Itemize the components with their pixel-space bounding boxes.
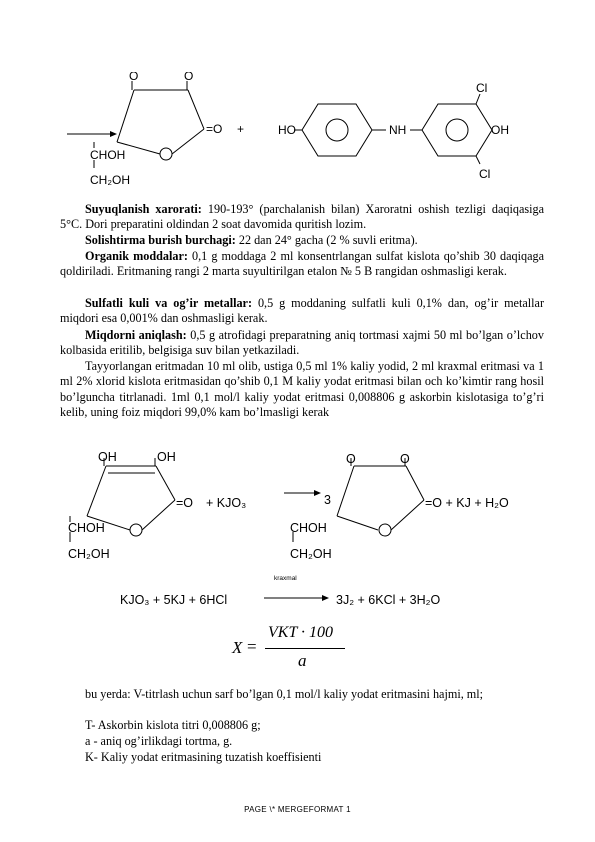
definition-t: T- Askorbin kislota titri 0,008806 g; <box>85 718 261 732</box>
formula-lhs: X <box>232 638 243 657</box>
formula-numerator: VKT · 100 <box>268 624 334 641</box>
choh-label: CHOH <box>90 148 126 162</box>
plus-sign: + <box>237 122 245 136</box>
organic-substances-label: Organik moddalar: <box>85 249 188 263</box>
ch2oh-label: CH₂OH <box>290 547 332 561</box>
sulfated-ash-label: Sulfatli kuli va og’ir metallar: <box>85 296 253 310</box>
melting-point-text: 190-193° (parchalanish bilan) Xaroratni oshish tezligi daqiqasiga 5°C. Dori preparatini oldindan 2 soat davomida quritish lozim. <box>60 202 544 232</box>
titration-text: Tayyorlangan eritmadan 10 ml olib, ustiga 0,5 ml 1% kaliy yodid, 2 ml kraxmal eritmasi va 1 ml 2% xlorid kislota eritmasidan qo’shib 0,1 M kaliy yodat eritmasi bilan och ko’kimtir rang hosil bo’lguncha titrlanadi. 1ml 0,1 mol/l kaliy yodat eritmasi 0,008806 g askorbin kislotasiga to’g’ri kelib, uning foiz miqdori 99,0% kam bo’lmasligi kerak <box>60 359 544 419</box>
reaction-scheme-2 <box>60 446 544 616</box>
organic-substances-paragraph <box>60 249 544 280</box>
cl-label: Cl <box>476 81 488 95</box>
assay-text: 0,5 g atrofidagi preparatning aniq tortmasi xajmi 50 ml bo’lgan o’lchov kolbasida eritilib, belgisiga suv bilan yetkaziladi. <box>60 328 544 358</box>
carbonyl-o-label: O <box>129 72 139 83</box>
fraction-bar <box>265 648 345 649</box>
melting-point-paragraph <box>60 202 544 233</box>
cl-label: Cl <box>479 167 491 181</box>
choh-label: CHOH <box>68 521 105 535</box>
titration-paragraph <box>60 359 544 420</box>
specific-rotation-label: Solishtirma burish burchagi: <box>85 233 236 247</box>
carbonyl-o-label: O <box>346 452 356 466</box>
definition-k: K- Kaliy yodat eritmasining tuzatish koeffisienti <box>85 750 322 764</box>
assay-formula <box>232 624 352 674</box>
keto-label: =O <box>176 496 194 510</box>
sulfated-ash-text: 0,5 g moddaning sulfatli kuli 0,1% dan, og’ir metallar miqdori esa 0,001% dan oshmasligi kerak. <box>60 296 545 326</box>
enol-oh-label: OH <box>98 450 117 464</box>
reaction-scheme-1 <box>60 72 544 194</box>
plus-kio3-label: + KJO₃ <box>206 496 247 510</box>
reaction-arrow <box>284 490 321 496</box>
specific-rotation-text: 22 dan 24° gacha (2 % suvli eritma). <box>235 233 418 247</box>
ch2oh-label: CH₂OH <box>68 547 110 561</box>
melting-point-label: Suyuqlanish xarorati: <box>85 202 202 216</box>
formula-denominator: a <box>298 651 307 670</box>
formula-equals: = <box>247 637 257 656</box>
sulfated-ash-paragraph <box>60 296 544 327</box>
organic-substances-text: 0,1 g moddaga 2 ml konsentrlangan sulfat kislota qo’shib 30 daqiqaga qoldiriladi. Eritmaning rangi 2 marta suyultirilgan etalon № 5 B rangidan oshmasligi kerak. <box>60 249 544 279</box>
reaction-arrow <box>67 131 117 137</box>
equation-left: KJO₃ + 5KJ + 6HCl <box>120 593 228 607</box>
assay-paragraph <box>60 328 544 359</box>
definition-intro: bu yerda: V-titrlash uchun sarf bo’lgan 0,1 mol/l kaliy yodat eritmasini hajmi, ml; <box>85 687 484 701</box>
catalyst-label: kraxmal <box>274 575 297 582</box>
coefficient-label: 3 <box>324 493 331 507</box>
keto-label: =O <box>206 122 223 136</box>
nh-label: NH <box>389 123 407 137</box>
carbonyl-o-label: O <box>184 72 194 83</box>
carbonyl-o-label: O <box>400 452 410 466</box>
page-footer: PAGE \* MERGEFORMAT 1 <box>244 805 351 814</box>
ch2oh-label: CH₂OH <box>90 173 130 187</box>
equation-arrow <box>264 595 329 601</box>
enol-oh-label: OH <box>157 450 176 464</box>
ho-label: HO <box>278 123 296 137</box>
products-label: =O + KJ + H₂O <box>425 496 509 510</box>
oh-label: OH <box>491 123 509 137</box>
equation-right: 3J₂ + 6KCl + 3H₂O <box>336 593 441 607</box>
specific-rotation-paragraph <box>60 233 544 248</box>
choh-label: CHOH <box>290 521 327 535</box>
definition-a: a - aniq og’irlikdagi tortma, g. <box>85 734 233 748</box>
assay-label: Miqdorni aniqlash: <box>85 328 187 342</box>
